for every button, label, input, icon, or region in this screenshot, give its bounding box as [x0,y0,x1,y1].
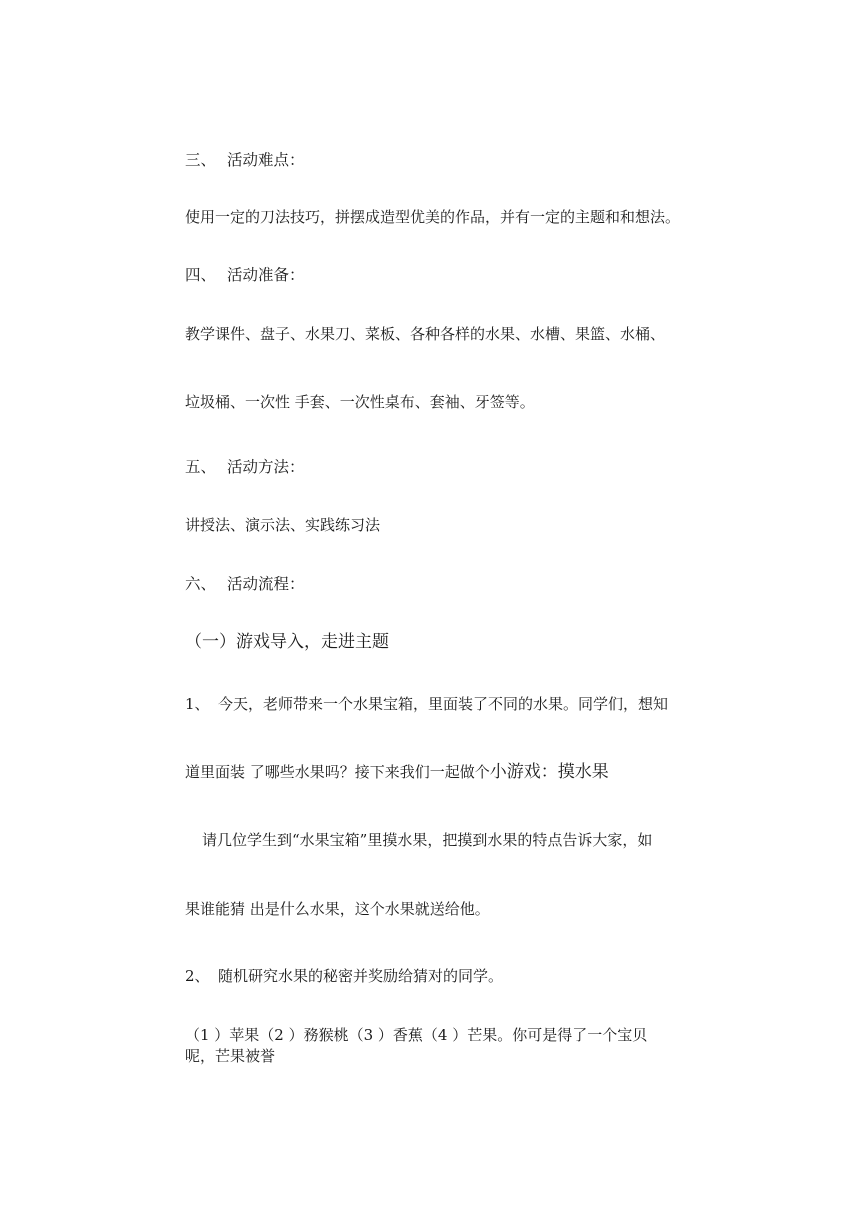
section-3-body: 使用一定的刀法技巧，拼摆成造型优美的作品，并有一定的主题和和想法。 [185,208,681,226]
paragraph-3-line-1: （1 ）苹果（2 ）務猴桃（3 ）香蕉（4 ）芒果。你可是得了一个宝贝 [185,1026,648,1044]
section-title: 活动难点： [227,151,305,169]
item-number: 1、 [185,695,210,713]
section-6-heading [185,574,305,594]
paragraph-1-line-2 [185,762,609,782]
section-5-heading [185,457,305,477]
section-3-heading [185,150,305,170]
paragraph-1-line-1 [185,694,668,714]
item-number: 2、 [185,967,210,985]
paragraph-3-line-2: 呢，芒果被誉 [185,1047,276,1065]
section-4-heading [185,265,305,285]
section-5-body: 讲授法、演示法、实践练习法 [185,516,381,534]
paragraph-2-line-1 [185,966,503,986]
section-number: 四、 [185,266,217,284]
section-number: 三、 [185,151,217,169]
section-title: 活动流程： [227,575,305,593]
paragraph-text: 随机研究水果的秘密并奖励给猜对的同学。 [218,967,504,985]
section-4-body-line-2: 垃圾桶、一次性 手套、一次性桌布、套袖、牙签等。 [185,393,535,411]
section-4-body-line-1: 教学课件、盘子、水果刀、菜板、各种各样的水果、水槽、果篮、水桶、 [185,325,666,343]
section-title: 活动方法： [227,458,305,476]
paragraph-1-line-4: 果谁能猜 出是什么水果，这个水果就送给他。 [185,900,490,918]
paragraph-text: 道里面装 了哪些水果吗？接下来我们一起做个 [185,763,490,781]
paragraph-text: 今天，老师带来一个水果宝箱，里面装了不同的水果。同学们，想知 [218,695,669,713]
paragraph-1-line-3: 请几位学生到“水果宝箱”里摸水果，把摸到水果的特点告诉大家，如 [202,831,653,849]
section-number: 五、 [185,458,217,476]
subsection-1-heading: （一）游戏导入，走进主题 [185,632,389,652]
paragraph-text-emphasis: 小游戏：摸水果 [489,762,609,782]
section-title: 活动准备： [227,266,305,284]
section-number: 六、 [185,575,217,593]
